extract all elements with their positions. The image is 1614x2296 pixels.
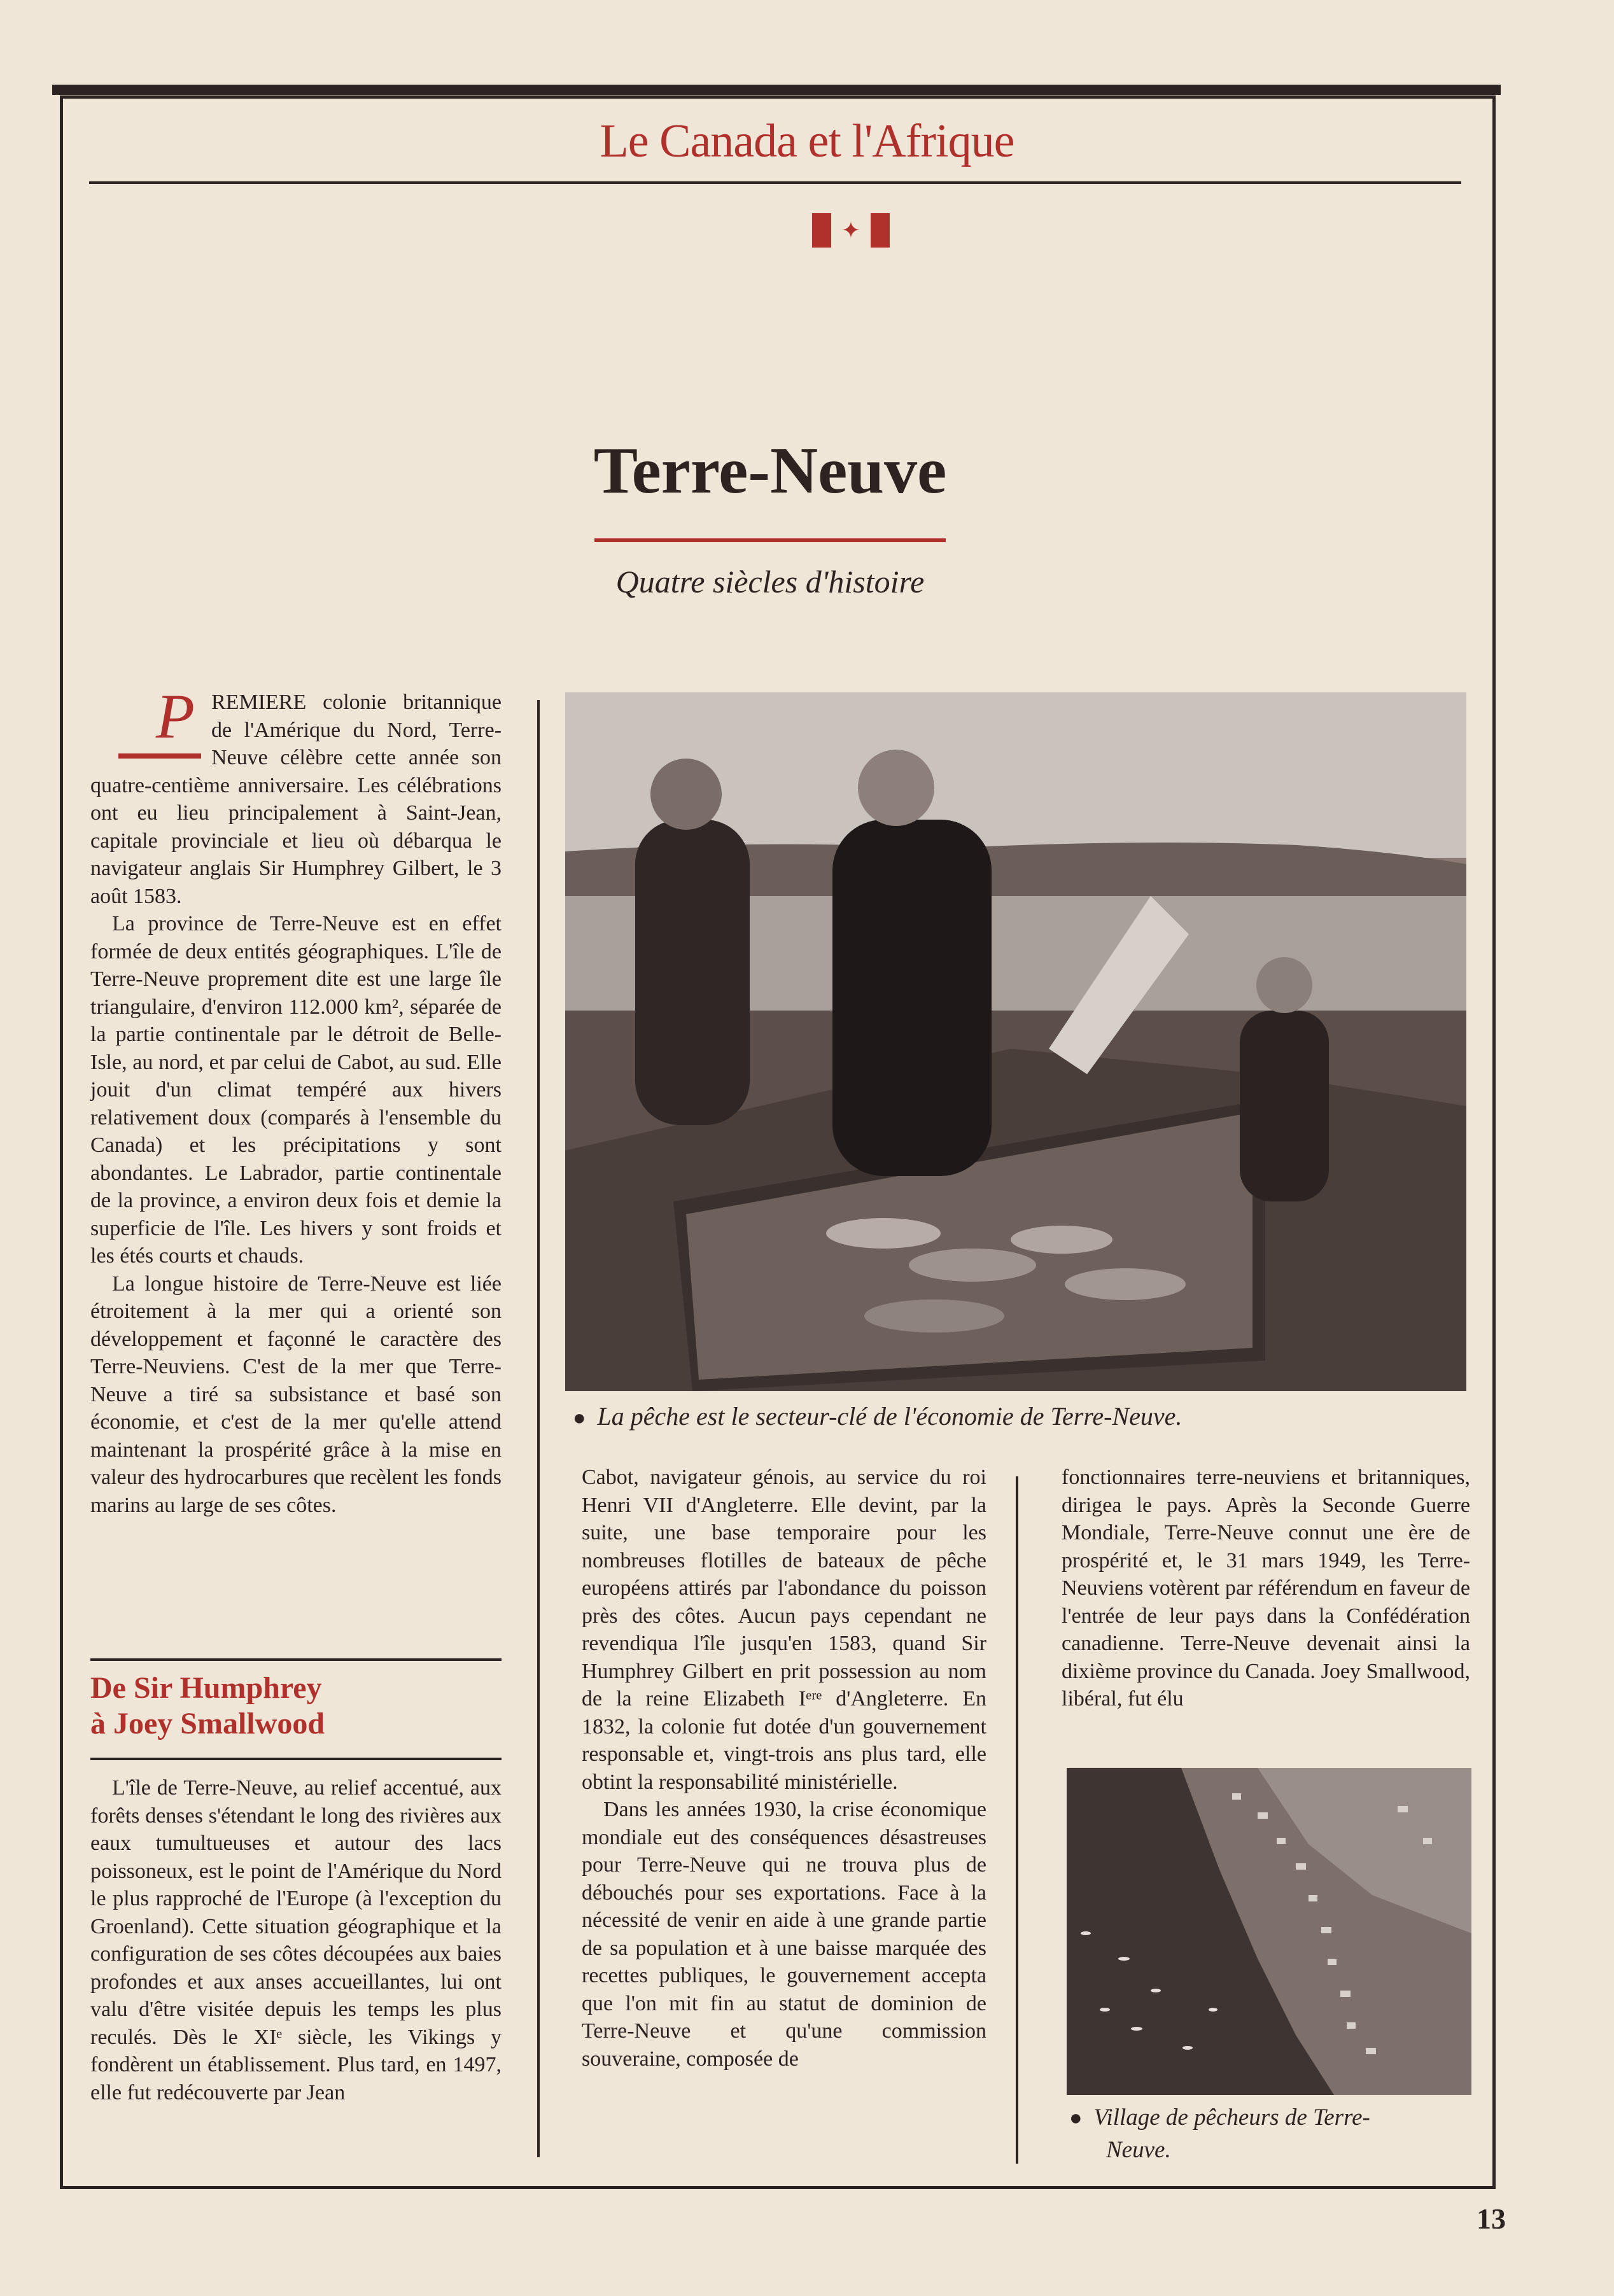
fishing-village-photo xyxy=(1067,1768,1471,2095)
body-paragraph: Dans les années 1930, la crise économique mondiale eut des conséquences désastreuses pour Terre-Neuve qui ne trouva plus de débouchés pour ses exportations. Face à la nécessité de venir en aide à une grande partie de sa population et à une baisse marquée des recettes publiques, le gouvernement accepta que l'on mit fin au statut de dominion de Terre-Neuve et qu'une commission souveraine, composée de xyxy=(582,1798,986,2071)
main-photo-caption xyxy=(573,1400,1477,1435)
caption-text: La pêche est le secteur-clé de l'économie de Terre-Neuve. xyxy=(597,1402,1182,1431)
column-divider xyxy=(1016,1476,1018,2164)
caption-text: Neuve. xyxy=(1106,2137,1171,2163)
masthead-rule xyxy=(89,181,1461,184)
body-paragraph: La province de Terre-Neuve est en effet formée de deux entités géographiques. L'île de Terre-Neuve proprement dite est une large île triangulaire, d'environ 112.000 km², séparée de la partie continentale par le détroit de Belle-Isle, au nord, et par celui de Cabot, au sud. Elle jouit d'un climat tempéré aux hivers relativement doux (comparés à l'ensemble du Canada) et les précipitations y sont abondantes. Le Labrador, partie continentale de la province, a environ deux fois et demie la superficie de l'île. Les hivers y sont froids et les étés courts et chauds. xyxy=(90,912,502,1268)
column-1-section xyxy=(90,1774,502,2106)
body-paragraph: La longue histoire de Terre-Neuve est liée étroitement à la mer qui a orienté son développement et façonné le caractère des Terre-Neuviens. C'est de la mer que Terre-Neuve a tiré sa subsistance et basé son économie, et c'est de la mer qu'elle attend maintenant la prospérité grâce à la mise en valeur des hydrocarbures que recèlent les fonds marins au large de ses côtes. xyxy=(90,1271,502,1517)
drop-cap xyxy=(90,681,211,766)
article-subtitle: Quatre siècles d'histoire xyxy=(615,564,925,599)
caption-bullet: ● xyxy=(573,1406,586,1430)
body-paragraph: fonctionnaires terre-neuviens et britanniques, dirigea le pays. Après la Seconde Guerre Mondiale, Terre-Neuve connut une ère de prospérité et, le 31 mars 1949, les Terre-Neuviens votèrent par référendum en faveur de l'entrée de leur pays dans la Confédération canadienne. Terre-Neuve devenait ainsi la dixième province du Canada. Joey Smallwood, libéral, fut élu xyxy=(1062,1466,1470,1711)
village-photo-caption xyxy=(1069,2102,1477,2166)
intro-paragraph: REMIERE colonie britannique de l'Amérique du Nord, Terre-Neuve célèbre cette année son quatre-centième anniversaire. Les célébrations ont eu lieu principalement à Saint-Jean, capitale provinciale et lieu où débarqua le navigateur anglais Sir Humphrey Gilbert, le 3 août 1583. xyxy=(90,690,502,908)
column-2 xyxy=(582,1464,986,2073)
section-heading-line: à Joey Smallwood xyxy=(90,1707,325,1740)
column-1 xyxy=(90,681,502,1519)
section-heading-line: De Sir Humphrey xyxy=(90,1671,322,1705)
drop-cap-letter: P xyxy=(155,681,195,752)
top-border-bar xyxy=(52,85,1501,95)
section-rule-top xyxy=(90,1658,502,1661)
fishermen-photo xyxy=(565,692,1466,1391)
title-rule xyxy=(594,538,946,542)
column-3 xyxy=(1062,1464,1470,1713)
section-title: Le Canada et l'Afrique xyxy=(600,115,1014,167)
canada-flag-icon: ✦ xyxy=(812,213,890,248)
caption-bullet: ● xyxy=(1069,2106,1083,2130)
caption-text: Village de pêcheurs de Terre- xyxy=(1093,2104,1370,2131)
section-rule-bottom xyxy=(90,1758,502,1760)
article-title: Terre-Neuve xyxy=(593,434,947,507)
body-paragraph: Cabot, navigateur génois, au service du roi Henri VII d'Angleterre. Elle devint, par la suite, une base temporaire pour les nombreuses flotilles de bateaux de pêche européens attirés par l'abondance du poisson près des côtes. Aucun pays cependant ne revendiqua l'île jusqu'en 1583, quand Sir Humphrey Gilbert en prit possession au nom de la reine Elizabeth Iᵉʳᵉ d'Angleterre. En 1832, la colonie fut dotée d'un gouvernement responsable et, vingt-trois ans plus tard, elle obtint la responsabilité ministérielle. xyxy=(582,1466,986,1794)
page-number: 13 xyxy=(1477,2202,1506,2235)
body-paragraph: L'île de Terre-Neuve, au relief accentué, aux forêts denses s'étendant le long des rivières aux eaux tumultueuses et autour des lacs poissoneux, est le point de l'Amérique du Nord le plus rapproché de l'Europe (à l'exception du Groenland). Cette situation géographique et la configuration de ses côtes découpées aux baies profondes et aux anses accueillantes, lui ont valu d'être visitée depuis les temps les plus reculés. Dès le XIᵉ siècle, les Vikings y fondèrent un établissement. Plus tard, en 1497, elle fut redécouverte par Jean xyxy=(90,1776,502,2104)
section-heading xyxy=(90,1670,502,1742)
column-divider xyxy=(537,700,540,2157)
drop-cap-underline xyxy=(118,753,201,759)
